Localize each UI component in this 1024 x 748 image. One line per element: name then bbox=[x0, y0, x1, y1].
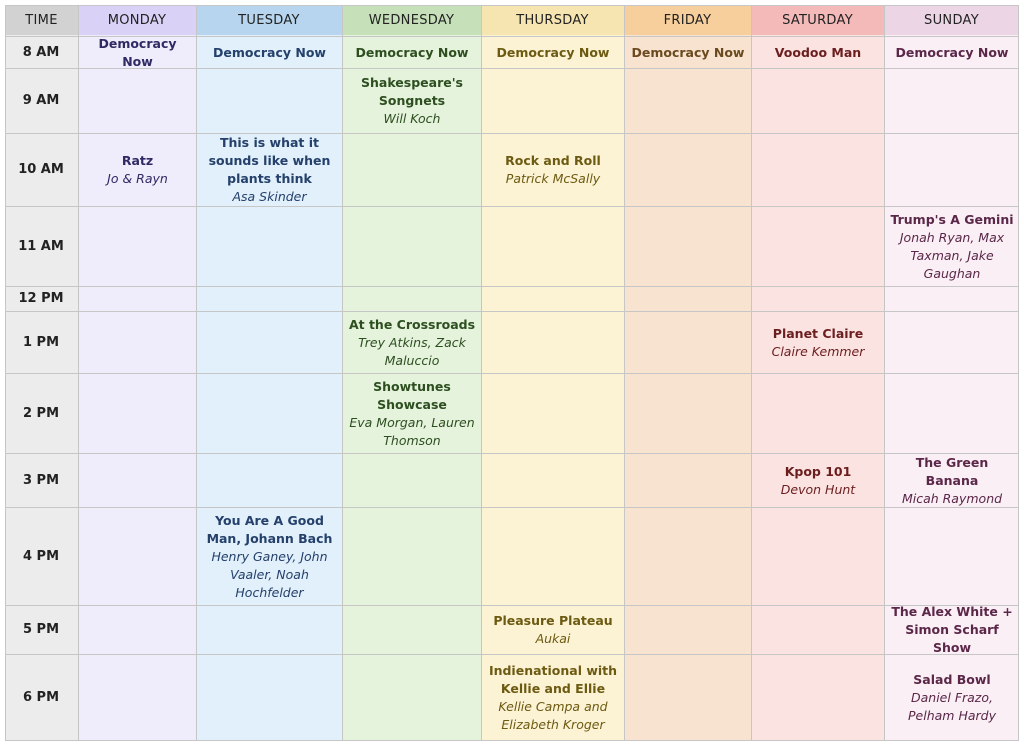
show-hosts: Claire Kemmer bbox=[771, 343, 865, 359]
show-title: Democracy Now bbox=[355, 44, 469, 60]
show-block[interactable] bbox=[752, 37, 884, 68]
show-block[interactable] bbox=[343, 374, 481, 453]
show-hosts: Jonah Ryan, Max Taxman, Jake Gaughan bbox=[899, 229, 1005, 281]
show-title: Salad Bowl bbox=[913, 672, 991, 687]
show-title: Trump's A Gemini bbox=[890, 211, 1014, 227]
grid-column-line bbox=[196, 5, 197, 741]
show-title: The Alex White + Simon Scharf Show bbox=[891, 604, 1013, 655]
time-slot-label: 3 PM bbox=[22, 472, 60, 488]
show-title: At the Crossroads bbox=[348, 316, 476, 332]
show-block[interactable] bbox=[197, 37, 342, 68]
grid-row-line bbox=[5, 507, 1019, 508]
show-block[interactable] bbox=[885, 655, 1019, 741]
grid-row-line bbox=[5, 5, 1019, 6]
time-slot-label: 8 AM bbox=[22, 44, 60, 60]
day-header-sunday: SUNDAY bbox=[884, 5, 1019, 35]
time-slot-label: 4 PM bbox=[22, 548, 60, 564]
show-block[interactable] bbox=[197, 134, 342, 206]
time-slot-label: 5 PM bbox=[22, 622, 60, 637]
show-title: Democracy Now bbox=[98, 35, 177, 69]
grid-column-line bbox=[78, 5, 79, 741]
show-block[interactable] bbox=[482, 134, 624, 206]
show-title: This is what it sounds like when plants think bbox=[208, 135, 331, 186]
show-title: Showtunes Showcase bbox=[373, 378, 451, 412]
show-hosts: Eva Morgan, Lauren Thomson bbox=[349, 414, 475, 448]
grid-column-line bbox=[5, 5, 6, 741]
time-slot-label: 2 PM bbox=[22, 405, 60, 421]
show-hosts: Patrick McSally bbox=[505, 171, 601, 186]
show-block[interactable] bbox=[625, 37, 751, 68]
show-title: You Are A Good Man, Johann Bach bbox=[206, 512, 333, 546]
grid-row-line bbox=[5, 286, 1019, 287]
show-block[interactable] bbox=[79, 134, 196, 206]
show-title: Planet Claire bbox=[772, 325, 864, 341]
show-hosts: Daniel Frazo, Pelham Hardy bbox=[908, 690, 996, 723]
show-block[interactable] bbox=[197, 508, 342, 605]
day-header-friday: FRIDAY bbox=[624, 5, 751, 35]
day-header-monday: MONDAY bbox=[78, 5, 196, 35]
show-block[interactable] bbox=[482, 37, 624, 68]
show-title: Indienational with Kellie and Ellie bbox=[488, 663, 618, 696]
day-header-tuesday: TUESDAY bbox=[196, 5, 342, 35]
show-title: Democracy Now bbox=[895, 44, 1009, 60]
show-hosts: Henry Ganey, John Vaaler, Noah Hochfelder bbox=[211, 548, 328, 600]
show-hosts: Devon Hunt bbox=[780, 481, 856, 497]
grid-row-line bbox=[5, 373, 1019, 374]
show-title: Democracy Now bbox=[631, 44, 745, 60]
time-slot-label: 11 AM bbox=[18, 238, 64, 254]
show-title: Pleasure Plateau bbox=[493, 613, 613, 628]
time-slot-label: 1 PM bbox=[22, 334, 60, 350]
show-block[interactable] bbox=[482, 655, 624, 741]
show-hosts: Asa Skinder bbox=[232, 189, 307, 204]
show-title: Shakespeare's Songnets bbox=[360, 75, 463, 108]
show-title: Ratz bbox=[121, 153, 154, 168]
time-header: TIME bbox=[5, 5, 78, 35]
time-slot-label: 6 PM bbox=[22, 690, 60, 705]
show-block[interactable] bbox=[79, 37, 196, 68]
show-hosts: Trey Atkins, Zack Maluccio bbox=[358, 334, 466, 368]
time-slot-label: 10 AM bbox=[18, 162, 64, 177]
show-title: Democracy Now bbox=[496, 44, 610, 60]
show-title: Democracy Now bbox=[213, 44, 326, 60]
show-block[interactable] bbox=[885, 454, 1019, 507]
show-title: Kpop 101 bbox=[784, 463, 852, 479]
time-slot-label: 12 PM bbox=[18, 291, 64, 306]
show-hosts: Aukai bbox=[535, 631, 571, 646]
show-hosts: Kellie Campa and Elizabeth Kroger bbox=[498, 699, 608, 732]
show-block[interactable] bbox=[885, 37, 1019, 68]
show-title: Rock and Roll bbox=[505, 153, 601, 168]
show-block[interactable] bbox=[343, 312, 481, 373]
show-block[interactable] bbox=[343, 69, 481, 133]
grid-column-line bbox=[624, 5, 625, 741]
show-hosts: Jo & Rayn bbox=[107, 171, 168, 186]
show-block[interactable] bbox=[885, 207, 1019, 286]
day-header-wednesday: WEDNESDAY bbox=[342, 5, 481, 35]
day-header-saturday: SATURDAY bbox=[751, 5, 884, 35]
show-block[interactable] bbox=[482, 606, 624, 654]
show-hosts: Will Koch bbox=[383, 111, 441, 126]
show-block[interactable] bbox=[752, 312, 884, 373]
show-block[interactable] bbox=[885, 606, 1019, 654]
show-block[interactable] bbox=[343, 37, 481, 68]
time-slot-label: 9 AM bbox=[22, 93, 60, 108]
grid-row-line bbox=[5, 206, 1019, 207]
show-title: The Green Banana bbox=[915, 454, 989, 488]
show-title: Voodoo Man bbox=[774, 44, 862, 60]
weekly-schedule-grid bbox=[5, 5, 1019, 741]
show-block[interactable] bbox=[752, 454, 884, 507]
day-header-thursday: THURSDAY bbox=[481, 5, 624, 35]
show-hosts: Micah Raymond bbox=[901, 490, 1003, 506]
grid-column-line bbox=[751, 5, 752, 741]
